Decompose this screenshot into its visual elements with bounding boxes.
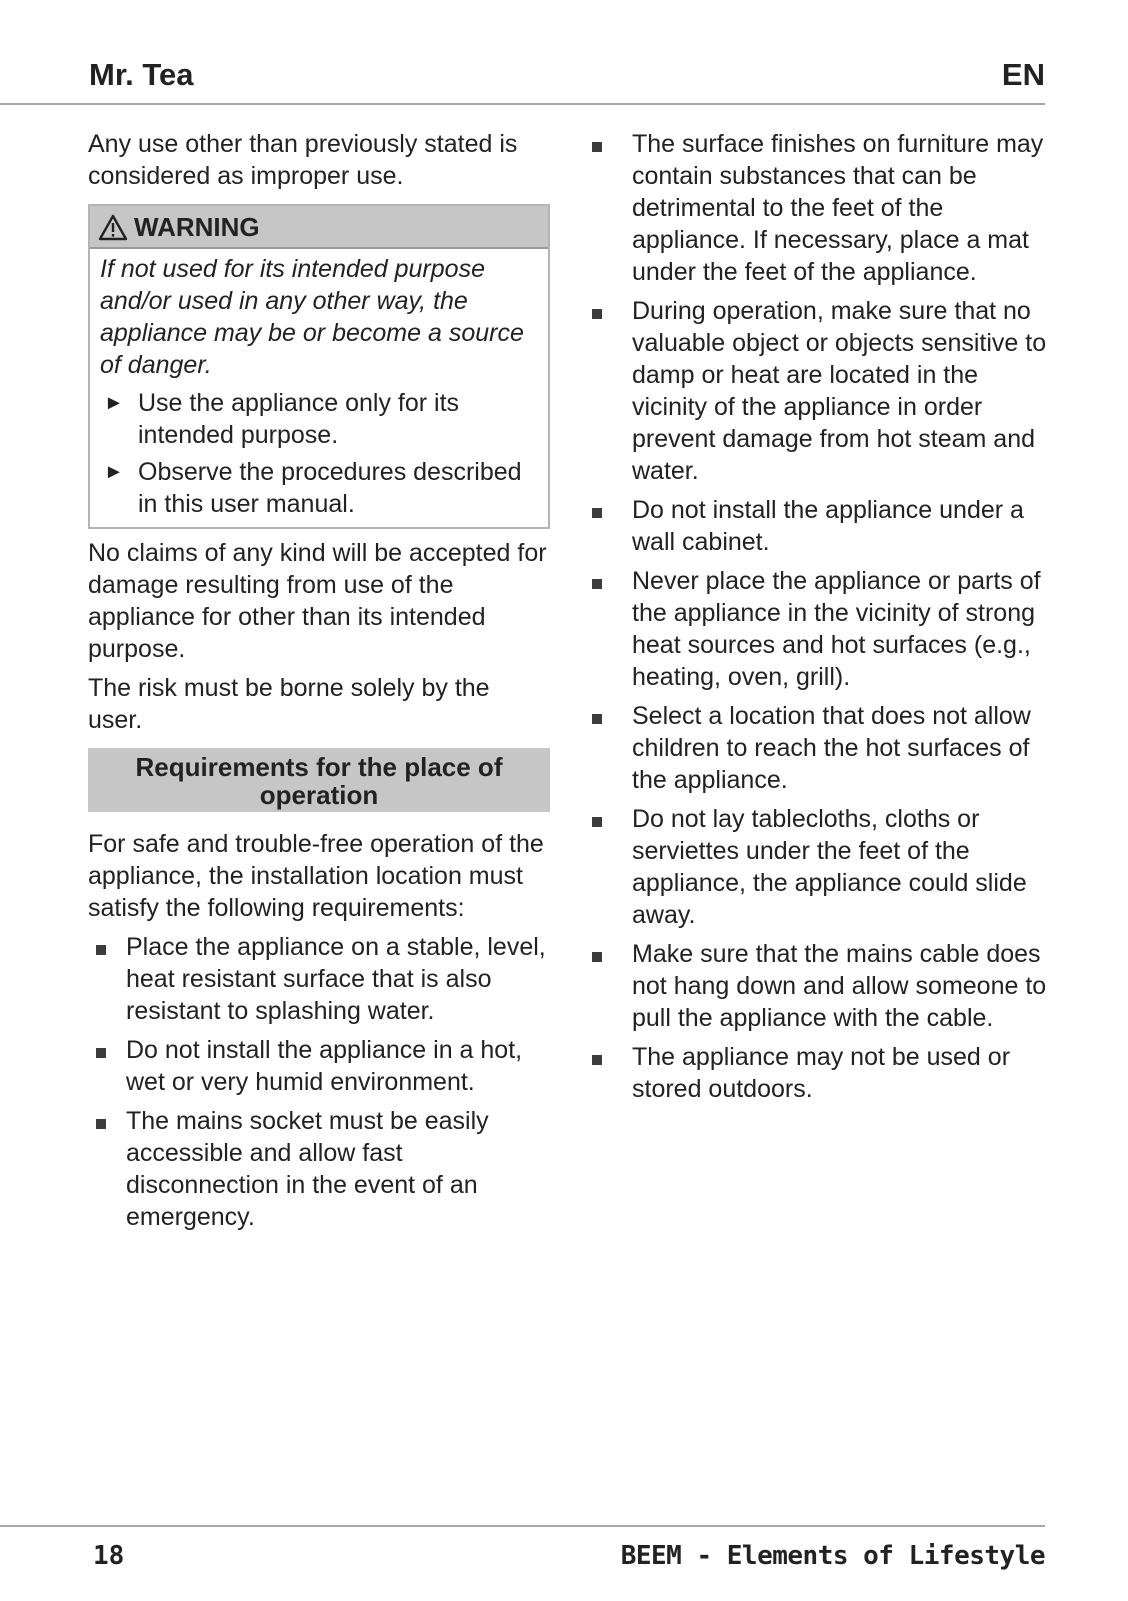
warning-item	[100, 387, 538, 451]
list-item-text: The mains socket must be easily accessible and allow fast disconnection in the event of an emergency.	[126, 1107, 489, 1231]
warning-item-text: Observe the procedures described in this user manual.	[138, 458, 522, 518]
square-bullet-icon	[96, 931, 126, 1027]
list-item-text: The appliance may not be used or stored outdoors.	[632, 1043, 1011, 1103]
list-item	[592, 565, 1047, 693]
page-footer	[0, 1525, 1045, 1577]
list-item	[592, 803, 1047, 931]
warning-body	[90, 249, 548, 527]
list-item-text: Do not lay tablecloths, cloths or serviettes under the feet of the appliance, the appliance could slide away.	[632, 805, 1027, 929]
square-bullet-icon	[592, 565, 632, 693]
square-bullet-icon	[96, 1034, 126, 1098]
warning-triangle-icon	[98, 214, 128, 241]
warning-text: If not used for its intended purpose and/or used in any other way, the appliance may be or become a source of danger.	[100, 255, 524, 379]
arrow-right-icon: ►	[104, 461, 124, 483]
list-item-text: Place the appliance on a stable, level, heat resistant surface that is also resistant to splashing water.	[126, 933, 546, 1025]
square-bullet-icon	[96, 1105, 126, 1233]
list-item-text: Never place the appliance or parts of the appliance in the vicinity of strong heat sources and hot surfaces (e.g., heating, oven, grill).	[632, 567, 1041, 691]
warning-item	[100, 456, 538, 520]
section-heading: Requirements for the place of operation	[88, 748, 550, 812]
square-bullet-icon	[592, 1041, 632, 1105]
right-column	[592, 128, 1047, 1112]
list-item	[592, 1041, 1047, 1105]
list-item-text: The surface finishes on furniture may contain substances that can be detrimental to the feet of the appliance. If necessary, place a mat under the feet of the appliance.	[632, 130, 1044, 286]
page-number: 18	[93, 1541, 125, 1571]
page-header	[0, 0, 1045, 105]
warning-box	[88, 204, 550, 529]
warning-item-text: Use the appliance only for its intended purpose.	[138, 389, 460, 449]
list-item	[592, 700, 1047, 796]
list-item	[592, 128, 1047, 288]
risk-paragraph: The risk must be borne solely by the user.	[88, 674, 490, 734]
claims-paragraph: No claims of any kind will be accepted for damage resulting from use of the appliance for other than its intended purpose.	[88, 539, 547, 663]
list-item	[88, 1105, 550, 1233]
list-item-text: Do not install the appliance in a hot, wet or very humid environment.	[126, 1036, 523, 1096]
square-bullet-icon	[592, 128, 632, 288]
list-item	[88, 1034, 550, 1098]
square-bullet-icon	[592, 938, 632, 1034]
list-item-text: Make sure that the mains cable does not hang down and allow someone to pull the appliance with the cable.	[632, 940, 1047, 1032]
list-item	[592, 295, 1047, 487]
list-item-text: Select a location that does not allow children to reach the hot surfaces of the appliance.	[632, 702, 1031, 794]
list-item-text: During operation, make sure that no valuable object or objects sensitive to damp or heat are located in the vicinity of the appliance in order prevent damage from hot steam and water.	[632, 297, 1047, 485]
square-bullet-icon	[592, 295, 632, 487]
language-code: EN	[1001, 57, 1045, 92]
warning-label: WARNING	[134, 212, 260, 242]
document-title: Mr. Tea	[89, 57, 194, 92]
square-bullet-icon	[592, 803, 632, 931]
list-item	[592, 938, 1047, 1034]
list-item-text: Do not install the appliance under a wall cabinet.	[632, 496, 1024, 556]
section-intro: For safe and trouble-free operation of the appliance, the installation location must satisfy the following requirements:	[88, 830, 544, 922]
brand-tagline: BEEM - Elements of Lifestyle	[620, 1541, 1045, 1571]
square-bullet-icon	[592, 700, 632, 796]
left-column	[88, 128, 550, 1240]
intro-paragraph: Any use other than previously stated is considered as improper use.	[88, 130, 518, 190]
arrow-right-icon: ►	[104, 392, 124, 414]
list-item	[88, 931, 550, 1027]
square-bullet-icon	[592, 494, 632, 558]
warning-header	[90, 206, 548, 249]
list-item	[592, 494, 1047, 558]
